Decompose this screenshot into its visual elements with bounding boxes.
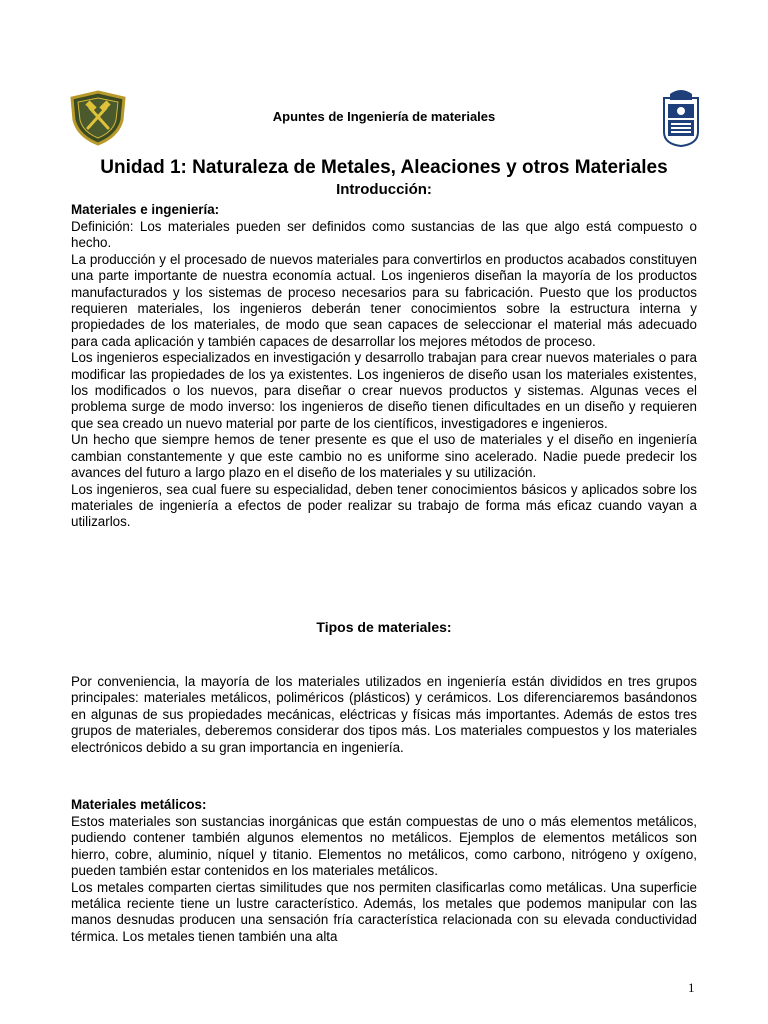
section-heading-materiales-metalicos: Materiales metálicos: <box>71 797 207 812</box>
paragraph: Los ingenieros, sea cual fuere su especialidad, deben tener conocimientos básicos y aplicados sobre los materiales de ingeniería a efectos de poder realizar su trabajo de forma más eficaz cuando vayan a utilizarlos. <box>71 481 697 530</box>
unit-title: Unidad 1: Naturaleza de Metales, Aleaciones y otros Materiales <box>100 157 668 178</box>
paragraph: Por conveniencia, la mayoría de los materiales utilizados en ingeniería están divididos en tres grupos principales: materiales metálicos, poliméricos (plásticos) y cerámicos. Los diferenciaremos basándonos en algunas de sus propiedades mecánicas, eléctricas y físicas más importantes. Además de estos tres grupos de materiales, deberemos considerar dos tipos más. Los materiales compuestos y los materiales electrónicos debido a su gran importancia en ingeniería. <box>71 674 697 755</box>
paragraph: Un hecho que siempre hemos de tener presente es que el uso de materiales y el diseño en ingeniería cambian constantemente y que este cambio no es uniforme sino acelerado. Nadie puede predecir los avances del futuro a largo plazo en el diseño de los materiales y su utilización. <box>71 432 697 481</box>
paragraph: Los ingenieros especializados en investigación y desarrollo trabajan para crear nuevos materiales o para modificar las propiedades de los ya existentes. Los ingenieros de diseño usan los materiales existentes, los modificados o los nuevos, para diseñar o crear nuevos productos y sistemas. Algunas veces el problema surge de modo inverso: los ingenieros de diseño tienen dificultades en un diseño y requieren que sea creado un nuevo material por parte de los científicos, investigadores e ingenieros. <box>71 350 697 431</box>
section-heading-materiales-ingenieria: Materiales e ingeniería: <box>71 202 220 217</box>
section-tipos-materiales-body <box>71 674 697 756</box>
paragraph: Estos materiales son sustancias inorgánicas que están compuestas de uno o más elementos metálicos, pudiendo contener también algunos elementos no metálicos. Ejemplos de elementos metálicos son hierro, cobre, aluminio, níquel y titanio. Elementos no metálicos, como carbono, nitrógeno y oxígeno, pueden también estar contenidos en los materiales metálicos. <box>71 814 697 879</box>
document-header-title: Apuntes de Ingeniería de materiales <box>272 109 496 124</box>
section-title-tipos-materiales: Tipos de materiales: <box>316 619 452 635</box>
paragraph: Los metales comparten ciertas similitudes que nos permiten clasificarlas como metálicas. Una superficie metálica reciente tiene un lustre característico. Además, los metales que podemos manipular con las manos desnudas producen una sensación fría característica relacionada con su elevada conductividad térmica. Los metales tienen también una alta <box>71 879 697 944</box>
section-materiales-metalicos-body <box>71 814 697 945</box>
intro-title: Introducción: <box>336 181 432 198</box>
paragraph: Definición: Los materiales pueden ser definidos como sustancias de las que algo está compuesto o hecho. <box>71 219 697 251</box>
page-number: 1 <box>688 980 695 995</box>
section-materiales-ingenieria-body <box>71 219 697 531</box>
paragraph: La producción y el procesado de nuevos materiales para convertirlos en productos acabados constituyen una parte importante de nuestra economía actual. Los ingenieros diseñan la mayoría de los productos manufacturados y los sistemas de proceso necesarios para su fabricación. Puesto que los productos requieren materiales, los ingenieros deberán tener conocimientos sobre la estructura interna y propiedades de los materiales, de modo que sean capaces de seleccionar el material más adecuado para cada aplicación y también capaces de desarrollar los mejores métodos de proceso. <box>71 251 697 349</box>
